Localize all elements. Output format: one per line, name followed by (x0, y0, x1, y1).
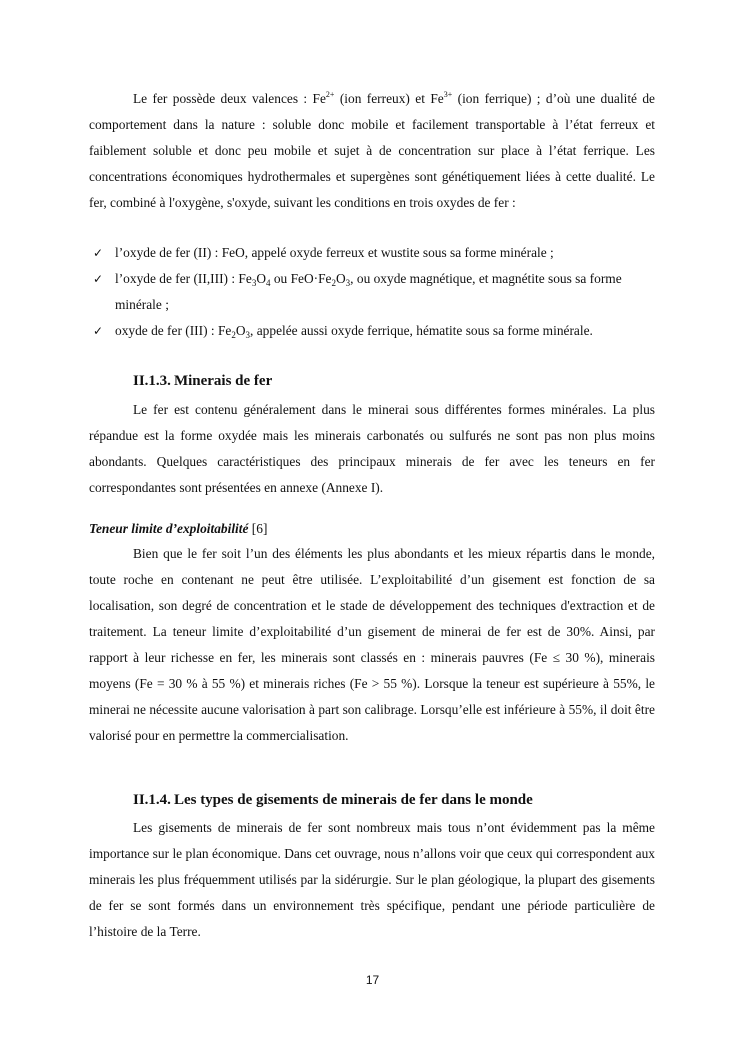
check-icon: ✓ (93, 324, 104, 338)
page-number: 17 (365, 973, 380, 987)
minerais-paragraph: Le fer est contenu généralement dans le minerai sous différentes formes minérales. La plus répandue est la forme oxydée mais les minerais carbonatés ou sulfurés ne sont pas non plus moins abondants. Quelques caractéristiques des principaux minerais de fer avec les teneurs en fer correspondantes sont présentées en annexe (Annexe I). (89, 402, 655, 495)
section-number: II.1.3. (133, 373, 171, 389)
check-icon: ✓ (93, 272, 104, 286)
section-title: Les types de gisements de minerais de fer dans le monde (173, 792, 533, 808)
reference: [6] (248, 521, 268, 536)
section-number: II.1.4. (133, 792, 171, 808)
intro-text-3: (ion ferrique) ; d’où une dualité de comportement dans la nature : soluble donc mobile et facilement transportable à l’état ferreux et faiblement soluble et donc peu mobile et sujet à de concentration sur place à l’état ferrique. Les concentrations économiques hydrothermales et supergènes sont génétiquement liées à cette dualité. Le fer, combiné à l'oxygène, s'oxyde, suivant les conditions en trois oxydes de fer : (89, 91, 656, 210)
ferrous-charge: 2+ (325, 90, 335, 99)
teneur-paragraph: Bien que le fer soit l’un des éléments les plus abondants et les mieux répartis dans le monde, toute roche en contenant ne peut être utilisée. L’exploitabilité d’un gisement est fonction de sa localisation, son degré de concentration et le stade de développement des techniques d'extraction et de traitement. La teneur limite d’exploitabilité d’un gisement de minerai de fer est de 30%. Ainsi, par rapport à leur richesse en fer, les minerais sont classés en : minerais pauvres (Fe ≤ 30 %), minerais moyens (Fe = 30 % à 55 %) et minerais riches (Fe > 55 %). Lorsque la teneur est supérieure à 55%, le minerai ne nécessite aucune valorisation à part son calibrage. Lorsqu’elle est inférieure à 55%, il doit être valorisé pour en permettre la commercialisation. (89, 546, 655, 743)
section-heading-gisements (133, 792, 533, 809)
intro-paragraph (89, 86, 655, 216)
section-heading-minerais (133, 373, 272, 390)
oxide-list (89, 240, 655, 344)
list-item: ✓ oxyde de fer (III) : $Fe_2O_3$, appelée aussi oxyde ferrique, hématite sous sa forme minérale. (89, 318, 655, 344)
intro-text-1: Le fer possède deux valences : Fe (133, 91, 326, 106)
list-item: ✓ l’oxyde de fer (II,III) : $Fe_3O_4$ ou $FeO\cdot Fe_2O_3$, ou oxyde magnétique, et magnétite sous sa forme minérale ; (89, 266, 655, 318)
ferric-charge: 3+ (443, 90, 453, 99)
check-icon: ✓ (93, 246, 104, 260)
gisements-paragraph: Les gisements de minerais de fer sont nombreux mais tous n’ont évidemment pas la même importance sur le plan économique. Dans cet ouvrage, nous n’allons voir que ceux qui correspondent aux minerais les plus fréquemment utilisés par la sidérurgie. Sur le plan géologique, la plupart des gisements de fer se sont formés dans un environnement très spécifique, pendant une période particulière de l’histoire de la Terre. (89, 820, 655, 939)
list-item: ✓ l’oxyde de fer (II) : FeO, appelé oxyde ferreux et wustite sous sa forme minérale ; (89, 240, 655, 266)
intro-text-2: (ion ferreux) et Fe (334, 91, 444, 106)
subheading-title: Teneur limite d’exploitabilité (89, 521, 249, 536)
section-title: Minerais de fer (173, 373, 273, 389)
subheading-teneur (89, 519, 267, 539)
